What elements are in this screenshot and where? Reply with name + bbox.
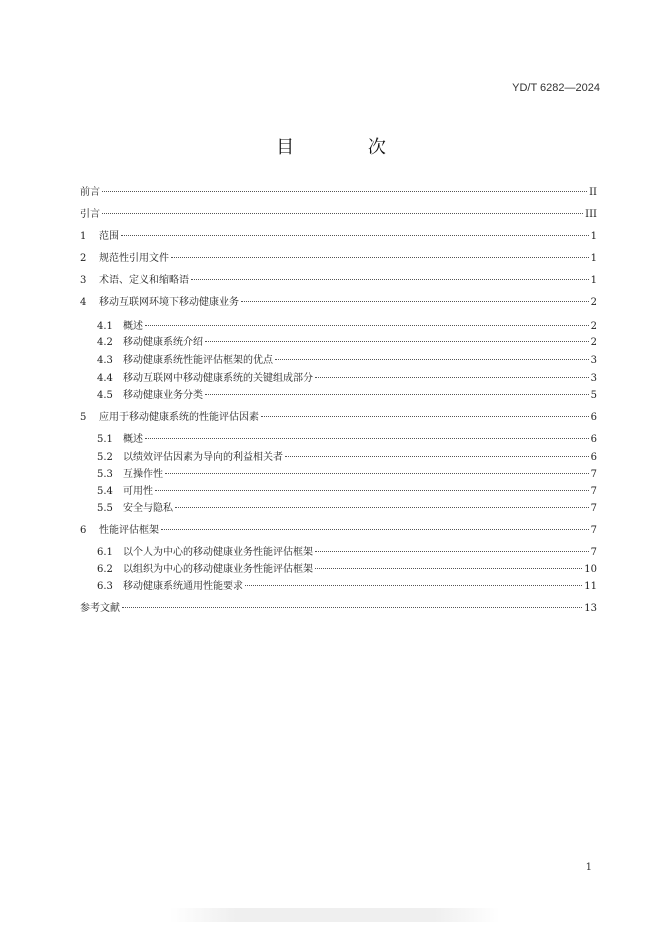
dot-leader	[241, 301, 589, 302]
toc-entry-title: 移动健康系统性能评估框架的优点	[123, 355, 273, 366]
dot-leader	[145, 325, 589, 326]
toc-entry-number: 6	[80, 525, 87, 536]
toc-entry-number: 4.3	[97, 355, 113, 366]
dot-leader	[285, 456, 589, 457]
toc-entry[interactable]	[97, 354, 597, 368]
toc-entry-number: 4.4	[97, 373, 113, 384]
dot-leader	[275, 359, 589, 360]
toc-entry-page: 7	[590, 469, 597, 480]
toc-entry-number: 4	[80, 297, 87, 308]
toc-entry-title: 范围	[99, 231, 119, 242]
dot-leader	[191, 279, 589, 280]
toc-entry-page: 2	[590, 337, 597, 348]
toc-entry-title: 前言	[80, 187, 100, 198]
page-number: 1	[585, 862, 592, 873]
toc-entry-title: 移动健康系统介绍	[123, 337, 203, 348]
toc-entry-number: 3	[80, 275, 87, 286]
dot-leader	[161, 529, 589, 530]
dot-leader	[122, 607, 582, 608]
toc-entry-number: 4.2	[97, 337, 113, 348]
dot-leader	[205, 394, 589, 395]
toc-entry-title: 应用于移动健康系统的性能评估因素	[99, 412, 259, 423]
toc-entry-title: 互操作性	[123, 469, 163, 480]
toc-entry[interactable]	[80, 252, 597, 266]
toc-entry-title: 概述	[123, 434, 143, 445]
toc-entry-page: 11	[584, 581, 597, 592]
toc-entry-page: 7	[590, 547, 597, 558]
toc-entry[interactable]	[80, 186, 597, 200]
toc-entry[interactable]	[97, 502, 597, 516]
dot-leader	[121, 235, 589, 236]
toc-entry[interactable]	[97, 546, 597, 560]
toc-entry-page: III	[585, 209, 597, 220]
toc-entry[interactable]	[97, 336, 597, 350]
toc-entry-title: 以绩效评估因素为导向的利益相关者	[123, 452, 283, 463]
toc-entry-title: 引言	[80, 209, 100, 220]
toc-title: 目 次	[276, 137, 420, 158]
toc-entry[interactable]	[80, 411, 597, 425]
toc-entry-number: 4.1	[97, 321, 113, 332]
dot-leader	[155, 490, 589, 491]
toc-entry-title: 术语、定义和缩略语	[99, 275, 189, 286]
toc-entry-page: 13	[584, 603, 597, 614]
faded-watermark	[170, 908, 500, 922]
toc-entry-title: 概述	[123, 321, 143, 332]
dot-leader	[102, 213, 583, 214]
toc-entry[interactable]	[80, 524, 597, 538]
toc-entry-page: 3	[590, 373, 597, 384]
toc-entry[interactable]	[97, 563, 597, 577]
dot-leader	[145, 438, 589, 439]
toc-entry[interactable]	[80, 602, 597, 616]
toc-entry-title: 以个人为中心的移动健康业务性能评估框架	[123, 547, 313, 558]
toc-entry-number: 5.2	[97, 452, 113, 463]
toc-entry-page: 1	[590, 275, 597, 286]
toc-entry[interactable]	[97, 320, 597, 334]
toc-entry-page: 1	[590, 253, 597, 264]
toc-entry-title: 安全与隐私	[123, 503, 173, 514]
toc-entry-number: 4.5	[97, 390, 113, 401]
toc-entry-page: 7	[590, 503, 597, 514]
toc-entry[interactable]	[97, 451, 597, 465]
toc-entry-number: 1	[80, 231, 87, 242]
toc-entry-page: 5	[590, 390, 597, 401]
toc-entry-page: 1	[590, 231, 597, 242]
toc-entry-title: 移动互联网中移动健康系统的关键组成部分	[123, 373, 313, 384]
toc-entry-page: 7	[590, 525, 597, 536]
toc-entry-page: 2	[590, 321, 597, 332]
toc-entry-number: 5.1	[97, 434, 113, 445]
dot-leader	[261, 416, 589, 417]
dot-leader	[171, 257, 589, 258]
toc-entry[interactable]	[97, 372, 597, 386]
toc-entry-title: 移动健康系统通用性能要求	[123, 581, 243, 592]
toc-entry-page: 6	[590, 412, 597, 423]
toc-entry-number: 6.3	[97, 581, 113, 592]
dot-leader	[175, 507, 589, 508]
toc-entry[interactable]	[97, 485, 597, 499]
toc-entry-title: 以组织为中心的移动健康业务性能评估框架	[123, 564, 313, 575]
toc-entry[interactable]	[80, 230, 597, 244]
dot-leader	[315, 551, 589, 552]
toc-entry-number: 6.1	[97, 547, 113, 558]
toc-entry[interactable]	[97, 580, 597, 594]
dot-leader	[315, 568, 582, 569]
toc-entry-number: 2	[80, 253, 87, 264]
dot-leader	[315, 377, 589, 378]
toc-entry[interactable]	[80, 296, 597, 310]
toc-entry-page: 2	[590, 297, 597, 308]
toc-entry[interactable]	[97, 389, 597, 403]
toc-entry-number: 5.5	[97, 503, 113, 514]
dot-leader	[245, 585, 582, 586]
toc-entry-page: 3	[590, 355, 597, 366]
toc-entry-number: 5.3	[97, 469, 113, 480]
toc-entry-page: 7	[590, 486, 597, 497]
toc-entry[interactable]	[80, 274, 597, 288]
toc-entry-page: II	[589, 187, 597, 198]
toc-entry-page: 6	[590, 434, 597, 445]
dot-leader	[205, 341, 589, 342]
toc-entry-number: 5	[80, 412, 87, 423]
toc-entry-page: 6	[590, 452, 597, 463]
toc-entry[interactable]	[97, 468, 597, 482]
toc-entry[interactable]	[97, 433, 597, 447]
standard-code: YD/T 6282—2024	[512, 82, 600, 94]
toc-entry-title: 参考文献	[80, 603, 120, 614]
toc-entry-number: 5.4	[97, 486, 113, 497]
toc-entry-title: 规范性引用文件	[99, 253, 169, 264]
toc-entry-title: 移动健康业务分类	[123, 390, 203, 401]
toc-entry-number: 6.2	[97, 564, 113, 575]
toc-entry[interactable]	[80, 208, 597, 222]
toc-entry-title: 移动互联网环境下移动健康业务	[99, 297, 239, 308]
toc-entry-page: 10	[584, 564, 597, 575]
dot-leader	[165, 473, 589, 474]
dot-leader	[102, 191, 587, 192]
toc-entry-title: 可用性	[123, 486, 153, 497]
toc-entry-title: 性能评估框架	[99, 525, 159, 536]
